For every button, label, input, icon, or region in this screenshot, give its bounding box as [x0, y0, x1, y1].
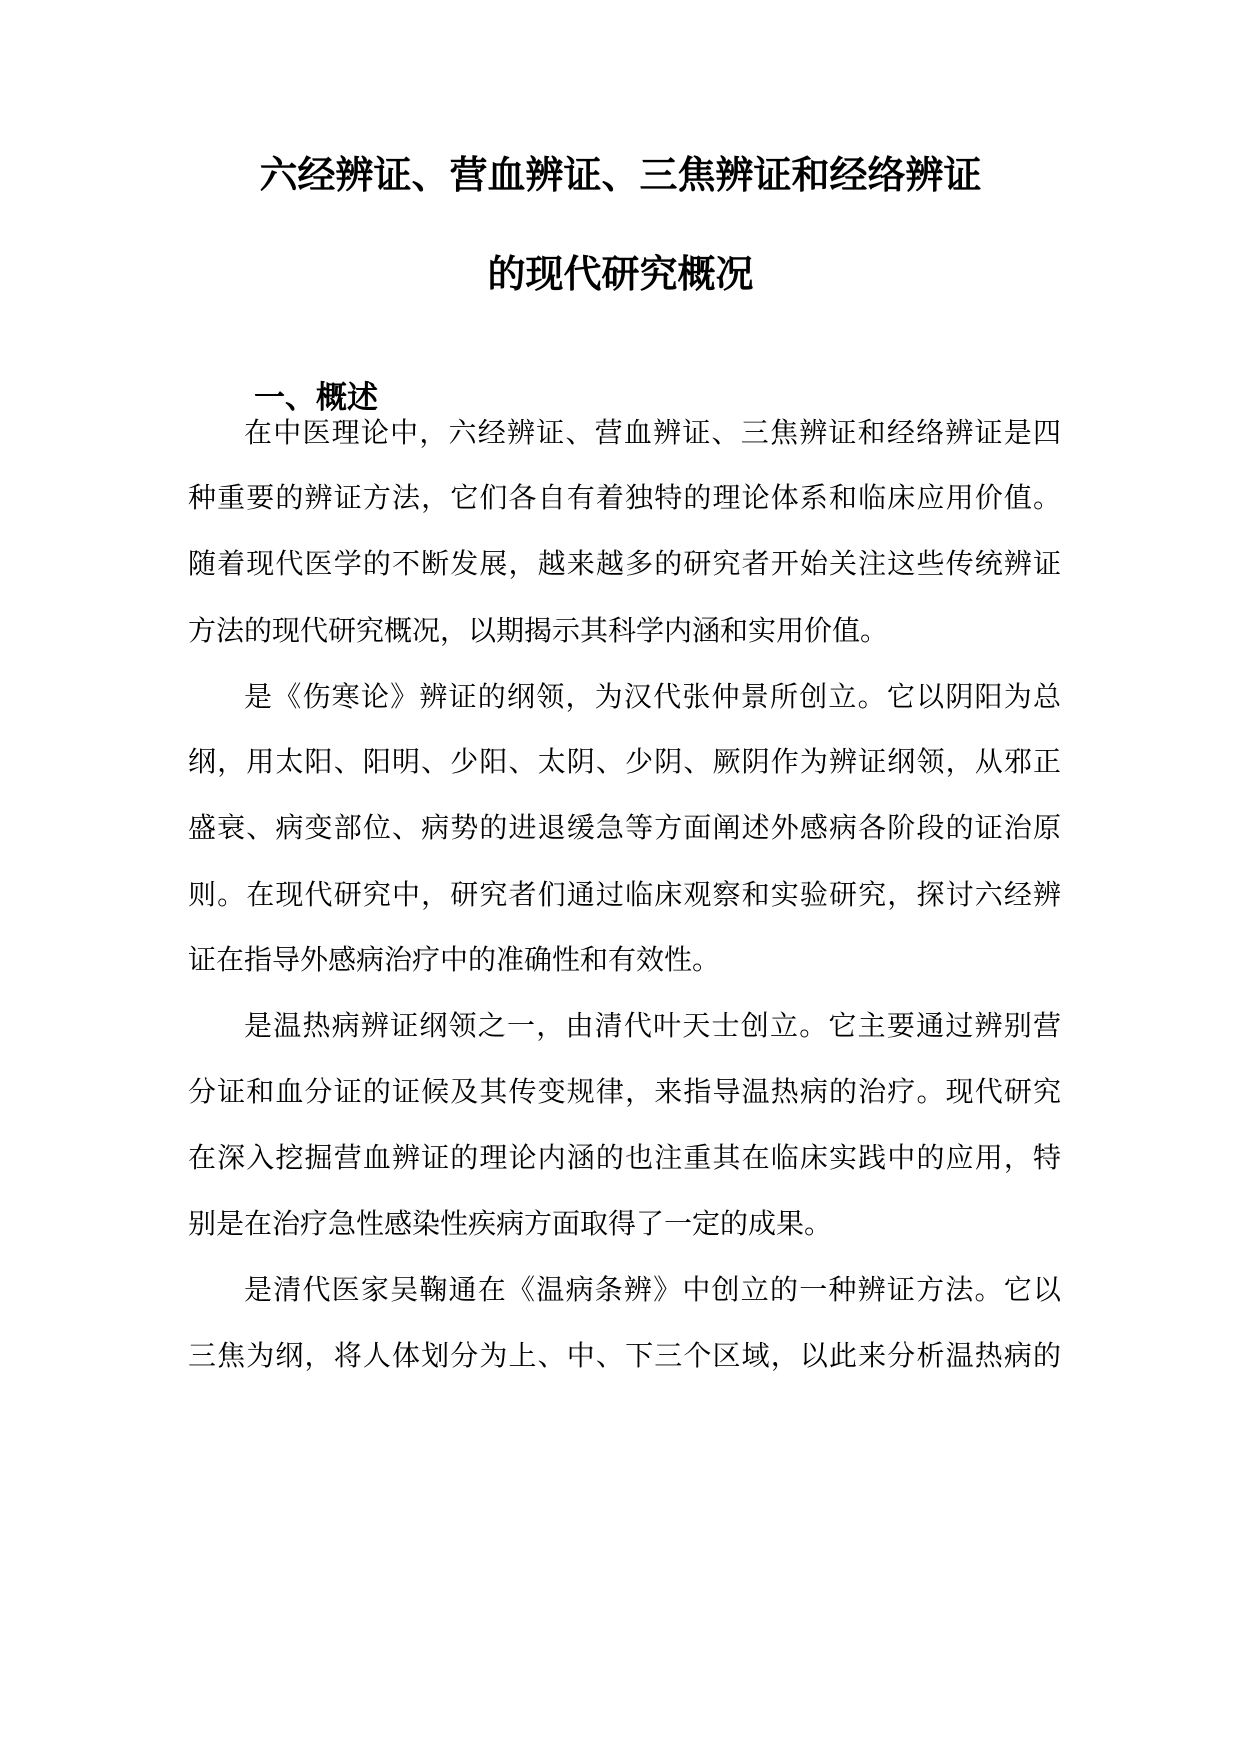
paragraph-2-line-4: 则。在现代研究中，研究者们通过临床观察和实验研究，探讨六经辨 — [188, 878, 1061, 911]
paragraph-3-line-2: 分证和血分证的证候及其传变规律，来指导温热病的治疗。现代研究 — [188, 1075, 1061, 1108]
paragraph-1-line-2: 种重要的辨证方法，它们各自有着独特的理论体系和临床应用价值。 — [188, 481, 1061, 514]
paragraph-2-line-3: 盛衰、病变部位、病势的进退缓急等方面阐述外感病各阶段的证治原 — [188, 811, 1061, 844]
paragraph-3-line-1: 是温热病辨证纲领之一，由清代叶天士创立。它主要通过辨别营 — [244, 1009, 1061, 1042]
paragraph-1-line-1: 在中医理论中，六经辨证、营血辨证、三焦辨证和经络辨证是四 — [244, 416, 1061, 449]
paragraph-2-line-5: 证在指导外感病治疗中的准确性和有效性。 — [188, 943, 721, 976]
paragraph-1-line-4: 方法的现代研究概况，以期揭示其科学内涵和实用价值。 — [188, 614, 889, 647]
document-title-line-2: 的现代研究概况 — [487, 252, 754, 296]
paragraph-4-line-2: 三焦为纲，将人体划分为上、中、下三个区域，以此来分析温热病的 — [188, 1339, 1061, 1372]
paragraph-2-line-2: 纲，用太阳、阳明、少阳、太阴、少阴、厥阴作为辨证纲领，从邪正 — [188, 745, 1061, 778]
paragraph-4-line-1: 是清代医家吴鞠通在《温病条辨》中创立的一种辨证方法。它以 — [244, 1273, 1061, 1306]
section-heading: 一、概述 — [254, 380, 378, 416]
document-title-line-1: 六经辨证、营血辨证、三焦辨证和经络辨证 — [259, 153, 982, 197]
paragraph-2-line-1: 是《伤寒论》辨证的纲领，为汉代张仲景所创立。它以阴阳为总 — [244, 680, 1061, 713]
paragraph-3-line-4: 别是在治疗急性感染性疾病方面取得了一定的成果。 — [188, 1207, 833, 1240]
paragraph-3-line-3: 在深入挖掘营血辨证的理论内涵的也注重其在临床实践中的应用，特 — [188, 1141, 1061, 1174]
paragraph-1-line-3: 随着现代医学的不断发展，越来越多的研究者开始关注这些传统辨证 — [188, 547, 1061, 580]
